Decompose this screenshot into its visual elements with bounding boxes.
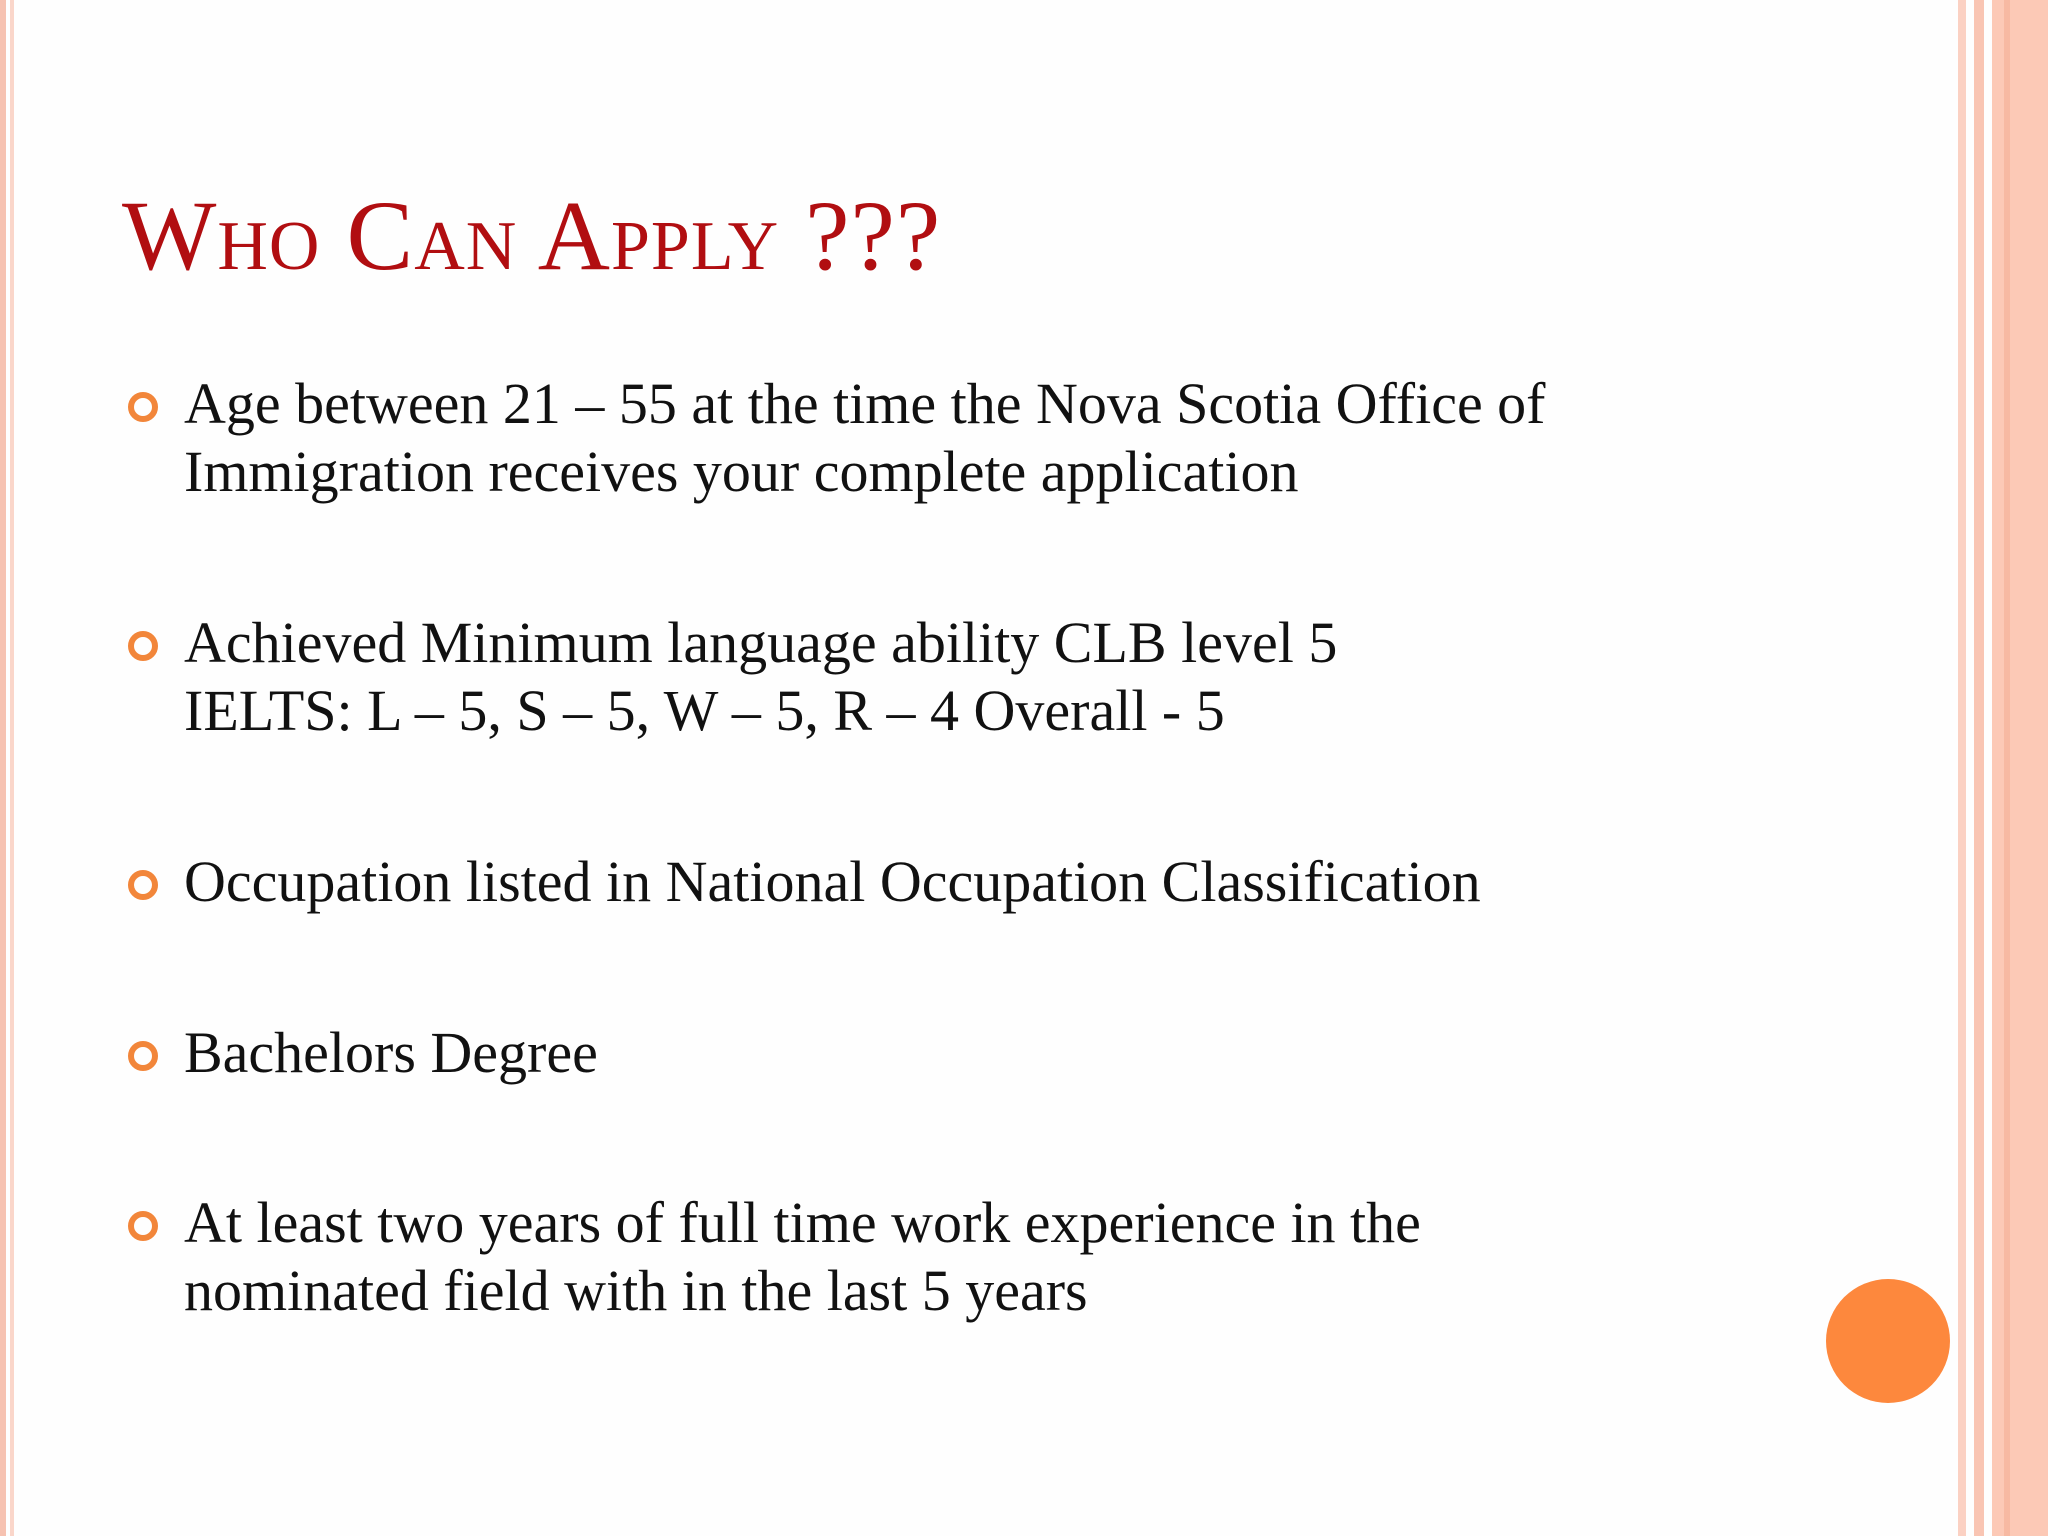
bullet-ring-icon — [128, 870, 158, 900]
bullet-ring-icon — [128, 1041, 158, 1071]
right-border-stripe-wide — [1992, 0, 2048, 1536]
bullet-ring-icon — [128, 631, 158, 661]
decorative-circle-icon — [1826, 1279, 1950, 1403]
right-border-stripe-thin — [1958, 0, 1966, 1536]
bullet-item-experience — [184, 1189, 1744, 1325]
bullet-item-age — [184, 370, 1744, 506]
bullet-item-language — [184, 609, 1744, 745]
bullet-line: Immigration receives your complete application — [184, 439, 1299, 504]
bullet-item-degree — [184, 1019, 1744, 1087]
left-border-stripe — [0, 0, 6, 1536]
bullet-line: At least two years of full time work experience in the — [184, 1190, 1421, 1255]
bullet-line: Achieved Minimum language ability CLB level 5 — [184, 610, 1338, 675]
bullet-item-occupation — [184, 848, 1744, 916]
bullet-line: Age between 21 – 55 at the time the Nova Scotia Office of — [184, 371, 1546, 436]
right-border-stripe-inner — [2004, 0, 2010, 1536]
bullet-ring-icon — [128, 1211, 158, 1241]
bullet-line: Bachelors Degree — [184, 1020, 598, 1085]
bullet-ring-icon — [128, 392, 158, 422]
bullet-line: nominated field with in the last 5 years — [184, 1258, 1088, 1323]
left-border-stripe-inner — [10, 0, 14, 1536]
slide-title: Who Can Apply ??? — [122, 180, 942, 291]
right-border-stripe-medium — [1974, 0, 1984, 1536]
bullet-line: Occupation listed in National Occupation Classification — [184, 849, 1481, 914]
bullet-line: IELTS: L – 5, S – 5, W – 5, R – 4 Overall - 5 — [184, 678, 1225, 743]
